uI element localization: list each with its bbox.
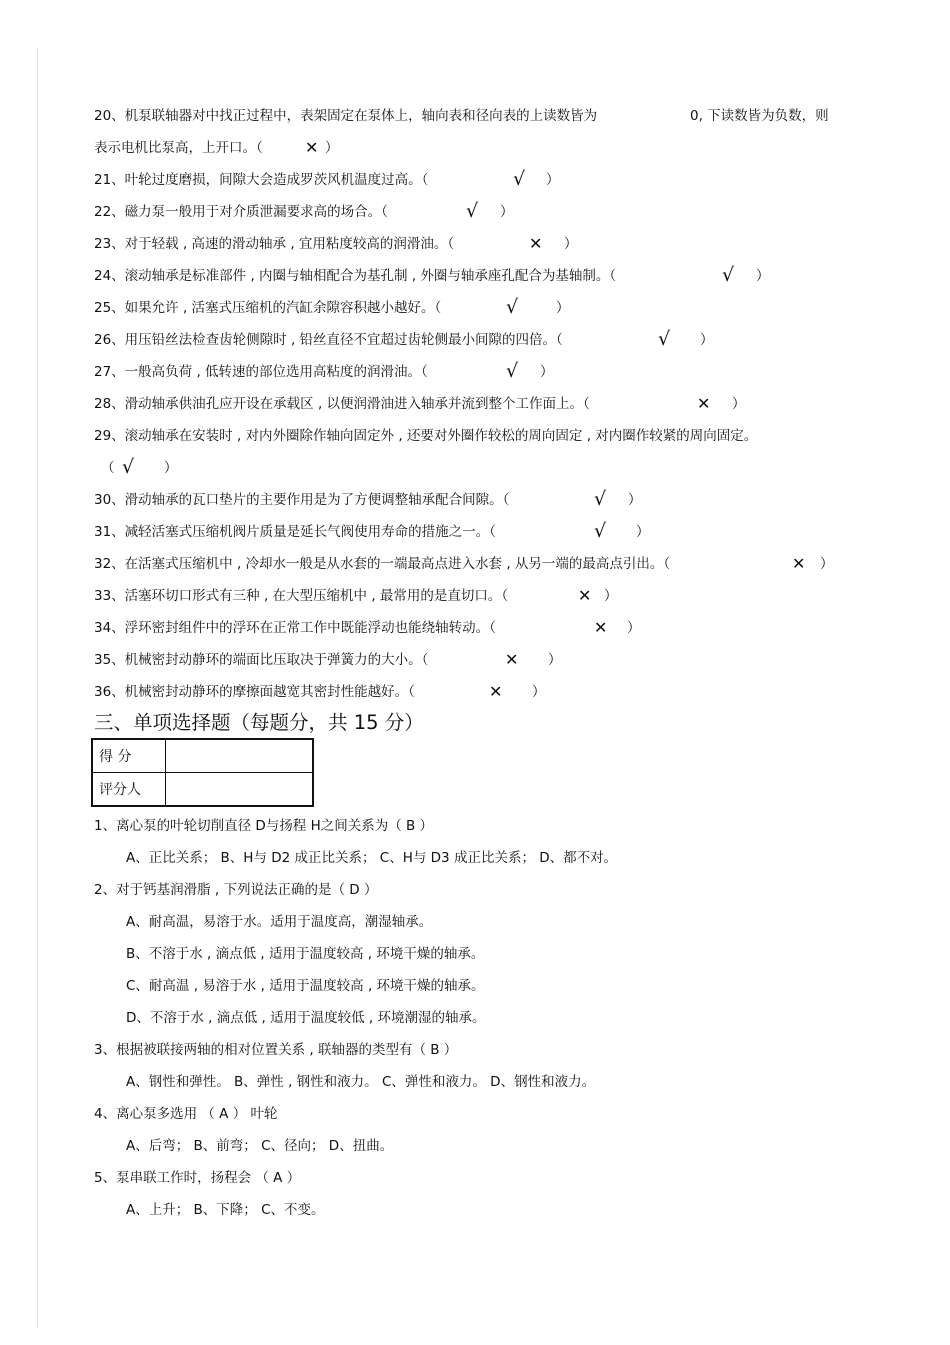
score-table [91, 738, 314, 807]
judgment-34-text: 34、浮环密封组件中的浮环在正常工作中既能浮动也能绕轴转动。（ [94, 620, 496, 636]
judgment-24-mark-correct-icon: √ [722, 264, 735, 286]
question-2-stem: 2、对于钙基润滑脂 , 下列说法正确的是（ D ） [94, 882, 378, 898]
judgment-24-close: ） [756, 268, 770, 284]
judgment-31-mark-correct-icon: √ [594, 520, 607, 542]
judgment-25-text: 25、如果允许 , 活塞式压缩机的汽缸余隙容积越小越好。（ [94, 300, 442, 316]
judgment-20-text: 20、机泵联轴器对中找正过程中，表架固定在泵体上，轴向表和径向表的上读数皆为 [94, 108, 598, 124]
judgment-36-text: 36、机械密封动静环的摩擦面越宽其密封性能越好。（ [94, 684, 415, 700]
judgment-26-mark-correct-icon: √ [658, 328, 671, 350]
judgment-35-text: 35、机械密封动静环的端面比压取决于弹簧力的大小。（ [94, 652, 429, 668]
judgment-20-mark-wrong-icon: ✕ [305, 138, 319, 157]
grader-value-cell [166, 773, 314, 807]
judgment-26-text: 26、用压铅丝法检查齿轮侧隙时 , 铅丝直径不宜超过齿轮侧最小间隙的四倍。（ [94, 332, 563, 348]
judgment-31-text: 31、减轻活塞式压缩机阀片质量是延长气阀使用寿命的措施之一。（ [94, 524, 496, 540]
judgment-22-close: ） [500, 204, 514, 220]
question-3-stem: 3、根据被联接两轴的相对位置关系 , 联轴器的类型有（ B ） [94, 1042, 458, 1058]
judgment-23-mark-wrong-icon: ✕ [529, 234, 543, 253]
question-1-stem: 1、离心泵的叶轮切削直径 D与扬程 H之间关系为（ B ） [94, 818, 434, 834]
judgment-27-text: 27、一般高负荷 , 低转速的部位选用高粘度的润滑油。（ [94, 364, 428, 380]
judgment-27-close: ） [540, 364, 554, 380]
judgment-28-close: ） [732, 396, 746, 412]
question-1-options: A、正比关系； B、H与 D2 成正比关系； C、H与 D3 成正比关系； D、都不对。 [126, 850, 618, 866]
judgment-25-close: ） [556, 300, 570, 316]
judgment-33-mark-wrong-icon: ✕ [578, 586, 592, 605]
judgment-23-close: ） [564, 236, 578, 252]
judgment-24-text: 24、滚动轴承是标准部件 , 内圈与轴相配合为基孔制 , 外圈与轴承座孔配合为基轴制。（ [94, 268, 617, 284]
judgment-33-close: ） [604, 588, 618, 604]
judgment-30-close: ） [628, 492, 642, 508]
judgment-33-text: 33、活塞环切口形式有三种 , 在大型压缩机中 , 最常用的是直切口。（ [94, 588, 509, 604]
judgment-29-open: （ [101, 460, 115, 476]
judgment-35-close: ） [548, 652, 562, 668]
judgment-32-mark-wrong-icon: ✕ [792, 554, 806, 573]
judgment-31-close: ） [636, 524, 650, 540]
question-2-option-c: C、耐高温 , 易溶于水 , 适用于温度较高 , 环境干燥的轴承。 [126, 978, 485, 994]
judgment-25-mark-correct-icon: √ [506, 296, 519, 318]
judgment-29-text: 29、滚动轴承在安装时 , 对内外圈除作轴向固定外 , 还要对外圈作较松的周向固定 , 对内圈作较紧的周向固定。 [94, 428, 758, 444]
judgment-27-mark-correct-icon: √ [506, 360, 519, 382]
judgment-26-close: ） [700, 332, 714, 348]
judgment-23-text: 23、对于轻载 , 高速的滑动轴承 , 宜用粘度较高的润滑油。（ [94, 236, 455, 252]
judgment-34-mark-wrong-icon: ✕ [594, 618, 608, 637]
judgment-22-mark-correct-icon: √ [466, 200, 479, 222]
question-5-stem: 5、泵串联工作时，扬程会 （ A ） [94, 1170, 301, 1186]
score-label: 得 分 [92, 739, 166, 773]
judgment-35-mark-wrong-icon: ✕ [505, 650, 519, 669]
question-4-stem: 4、离心泵多选用 （ A ） 叶轮 [94, 1106, 278, 1122]
judgment-30-mark-correct-icon: √ [594, 488, 607, 510]
judgment-28-text: 28、滑动轴承供油孔应开设在承载区 , 以便润滑油进入轴承并流到整个工作面上。（ [94, 396, 590, 412]
judgment-20-text-line2: 表示电机比泵高，上开口。（ [94, 140, 263, 156]
judgment-32-close: ） [820, 556, 834, 572]
judgment-21-text: 21、叶轮过度磨损，间隙大会造成罗茨风机温度过高。（ [94, 172, 429, 188]
judgment-20-close: ） [325, 140, 339, 156]
question-5-options: A、上升； B、下降； C、不变。 [126, 1202, 325, 1218]
judgment-20-text-cont: 0, 下读数皆为负数，则 [690, 108, 829, 124]
judgment-32-text: 32、在活塞式压缩机中 , 冷却水一般是从水套的一端最高点进入水套 , 从另一端的最高点引出。（ [94, 556, 671, 572]
score-value-cell [166, 739, 314, 773]
judgment-21-mark-correct-icon: √ [513, 168, 526, 190]
section-heading: 三、单项选择题（每题分，共 15 分） [94, 711, 424, 734]
page-margin-line [37, 48, 38, 1328]
judgment-21-close: ） [546, 172, 560, 188]
question-2-option-d: D、不溶于水 , 滴点低 , 适用于温度较低 , 环境潮湿的轴承。 [126, 1010, 486, 1026]
question-3-options: A、钢性和弹性。 B、弹性 , 钢性和液力。 C、弹性和液力。 D、钢性和液力。 [126, 1074, 596, 1090]
judgment-29-close: ） [164, 460, 178, 476]
judgment-22-text: 22、磁力泵一般用于对介质泄漏要求高的场合。（ [94, 204, 388, 220]
judgment-28-mark-wrong-icon: ✕ [697, 394, 711, 413]
question-4-options: A、后弯； B、前弯； C、径向； D、扭曲。 [126, 1138, 394, 1154]
judgment-34-close: ） [627, 620, 641, 636]
judgment-29-mark-correct-icon: √ [122, 456, 135, 478]
question-2-option-b: B、不溶于水 , 滴点低 , 适用于温度较高 , 环境干燥的轴承。 [126, 946, 485, 962]
judgment-30-text: 30、滑动轴承的瓦口垫片的主要作用是为了方便调整轴承配合间隙。（ [94, 492, 510, 508]
judgment-36-close: ） [532, 684, 546, 700]
judgment-36-mark-wrong-icon: ✕ [489, 682, 503, 701]
grader-label: 评分人 [92, 773, 166, 807]
question-2-option-a: A、耐高温，易溶于水。适用于温度高，潮湿轴承。 [126, 914, 433, 930]
